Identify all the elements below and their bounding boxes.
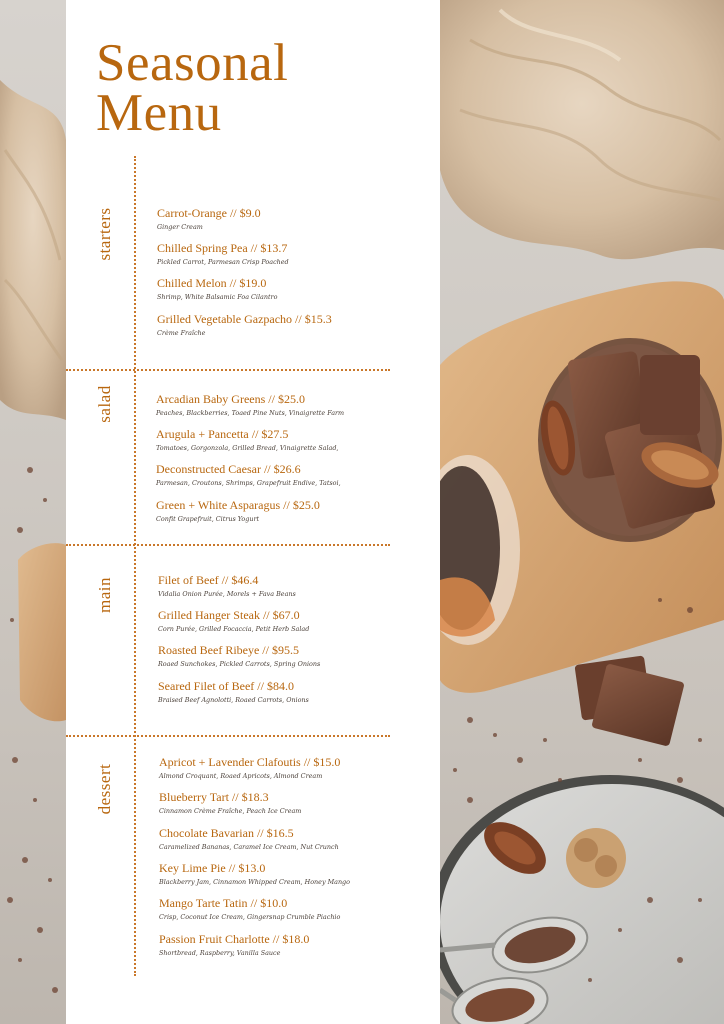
chocolate-square	[591, 663, 685, 746]
section-divider	[66, 735, 390, 737]
section-label-starters: starters	[95, 207, 114, 261]
menu-item	[158, 679, 388, 705]
menu-item	[158, 608, 388, 634]
menu-item	[156, 462, 386, 488]
menu-item	[159, 932, 389, 958]
menu-item-description: Vidalia Onion Purée, Morels + Fava Beans	[158, 590, 296, 598]
menu-item-name: Arugula + Pancetta // $27.5	[156, 427, 289, 441]
menu-item-name: Green + White Asparagus // $25.0	[156, 498, 320, 512]
menu-item-description: Crème Fraîche	[157, 329, 206, 337]
menu-item	[157, 241, 387, 267]
menu-item-name: Filet of Beef // $46.4	[158, 573, 259, 587]
section-label-salad: salad	[95, 385, 114, 423]
menu-item-name: Grilled Hanger Steak // $67.0	[158, 608, 300, 622]
menu-item	[156, 427, 386, 453]
menu-title-line2: Menu	[96, 84, 222, 142]
menu-item	[159, 790, 389, 816]
menu-item-description: Parmesan, Croutons, Shrimps, Grapefruit Endive, Tatsoi,	[156, 479, 341, 487]
menu-item	[158, 573, 388, 599]
vertical-divider	[134, 156, 136, 976]
menu-item-description: Caramelized Bananas, Caramel Ice Cream, Nut Crunch	[159, 843, 339, 851]
menu-item-description: Pickled Carrot, Parmesan Crisp Poached	[157, 258, 289, 266]
menu-title	[96, 34, 396, 142]
menu-item	[156, 498, 386, 524]
menu-item	[157, 312, 387, 338]
menu-item-name: Arcadian Baby Greens // $25.0	[156, 392, 305, 406]
menu-item-description: Ginger Cream	[157, 223, 203, 231]
menu-item	[159, 861, 389, 887]
menu-item	[159, 896, 389, 922]
menu-item-name: Passion Fruit Charlotte // $18.0	[159, 932, 310, 946]
menu-item-description: Cinnamon Crème Fraîche, Peach Ice Cream	[159, 807, 302, 815]
menu-item-name: Chocolate Bavarian // $16.5	[159, 826, 294, 840]
menu-item	[159, 826, 389, 852]
menu-item-name: Apricot + Lavender Clafoutis // $15.0	[159, 755, 341, 769]
menu-item-description: Shrimp, White Balsamic Foa Cilantro	[157, 293, 278, 301]
menu-item-description: Roaed Sunchokes, Pickled Carrots, Spring Onions	[158, 660, 321, 668]
menu-item-name: Grilled Vegetable Gazpacho // $15.3	[157, 312, 332, 326]
menu-item-description: Tomatoes, Gorgonzola, Grilled Bread, Vinaigrette Salad,	[156, 444, 339, 452]
menu-item-name: Roasted Beef Ribeye // $95.5	[158, 643, 299, 657]
wooden-board-left	[18, 543, 66, 721]
section-label-dessert: dessert	[95, 763, 114, 815]
walnut	[566, 828, 626, 888]
menu-item-name: Carrot-Orange // $9.0	[157, 206, 261, 220]
menu-item	[159, 755, 389, 781]
menu-item	[158, 643, 388, 669]
menu-item	[157, 276, 387, 302]
menu-item-name: Mango Tarte Tatin // $10.0	[159, 896, 288, 910]
menu-item	[156, 392, 386, 418]
menu-item-description: Blackberry Jam, Cinnamon Whipped Cream, Honey Mango	[159, 878, 350, 886]
menu-item-description: Corn Purée, Grilled Focaccia, Petit Herb Salad	[158, 625, 310, 633]
menu-title-line1: Seasonal	[96, 34, 289, 92]
menu-item-name: Seared Filet of Beef // $84.0	[158, 679, 294, 693]
menu-item-name: Chilled Spring Pea // $13.7	[157, 241, 288, 255]
linen-cloth	[440, 0, 724, 259]
section-divider	[66, 544, 390, 546]
section-label-main: main	[95, 577, 114, 613]
menu-item-description: Confit Grapefruit, Citrus Yogurt	[156, 515, 260, 523]
menu-item-description: Crisp, Coconut Ice Cream, Gingersnap Crumble Piachio	[159, 913, 341, 921]
chocolate-piece	[640, 355, 700, 435]
menu-item-name: Chilled Melon // $19.0	[157, 276, 267, 290]
menu-item-name: Deconstructed Caesar // $26.6	[156, 462, 301, 476]
menu-item	[157, 206, 387, 232]
menu-item-name: Key Lime Pie // $13.0	[159, 861, 266, 875]
menu-item-description: Almond Croquant, Roaed Apricots, Almond Cream	[159, 772, 323, 780]
menu-item-name: Blueberry Tart // $18.3	[159, 790, 269, 804]
menu-item-description: Peaches, Blackberries, Toaed Pine Nuts, Vinaigrette Farm	[156, 409, 345, 417]
menu-item-description: Shortbread, Raspberry, Vanilla Sauce	[159, 949, 281, 957]
menu-item-description: Braised Beef Agnolotti, Roaed Carrots, Onions	[158, 696, 309, 704]
